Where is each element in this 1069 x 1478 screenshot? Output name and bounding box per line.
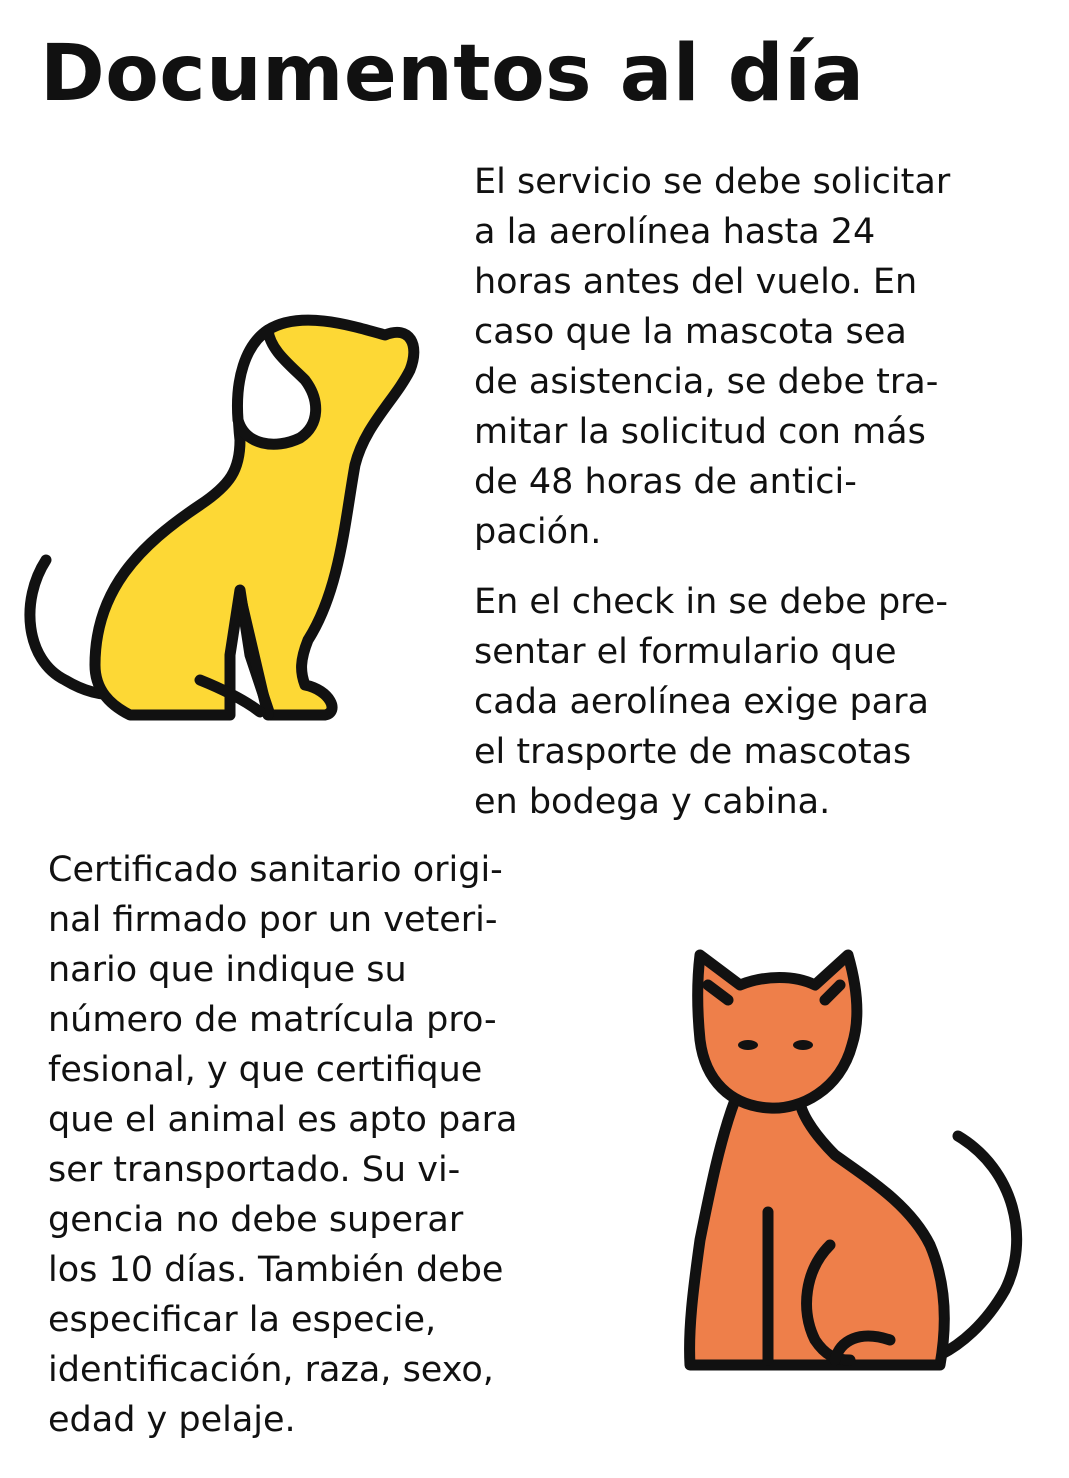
text-line: En el check in se debe pre- bbox=[474, 582, 948, 622]
text-line: que el animal es apto para bbox=[48, 1100, 518, 1140]
text-line: caso que la mascota sea bbox=[474, 312, 907, 352]
text-line: en bodega y cabina. bbox=[474, 782, 831, 822]
cat-tail bbox=[940, 1136, 1017, 1355]
text-line: sentar el formulario que bbox=[474, 632, 897, 672]
text-line: los 10 días. También debe bbox=[48, 1250, 504, 1290]
text-line: gencia no debe superar bbox=[48, 1200, 464, 1240]
text-line: pación. bbox=[474, 512, 602, 552]
text-line: el trasporte de mascotas bbox=[474, 732, 912, 772]
text-line: ser transportado. Su vi- bbox=[48, 1150, 461, 1190]
cat-body bbox=[690, 1100, 945, 1365]
text-line: a la aerolínea hasta 24 bbox=[474, 212, 876, 252]
text-line: El servicio se debe solicitar bbox=[474, 162, 951, 202]
text-line: edad y pelaje. bbox=[48, 1400, 296, 1440]
text-line: fesional, y que certifique bbox=[48, 1050, 483, 1090]
text-line: horas antes del vuelo. En bbox=[474, 262, 918, 302]
cat-head bbox=[698, 955, 857, 1108]
cat-eye-left bbox=[738, 1040, 758, 1050]
text-line: mitar la solicitud con más bbox=[474, 412, 926, 452]
text-line: de asistencia, se debe tra- bbox=[474, 362, 939, 402]
cat-eye-right bbox=[793, 1040, 813, 1050]
text-line: nario que indique su bbox=[48, 950, 407, 990]
text-line: cada aerolínea exige para bbox=[474, 682, 929, 722]
text-line: Certificado sanitario origi- bbox=[48, 850, 503, 890]
text-line: nal firmado por un veteri- bbox=[48, 900, 498, 940]
text-line: de 48 horas de antici- bbox=[474, 462, 857, 502]
text-line: especificar la especie, bbox=[48, 1300, 437, 1340]
text-line: identificación, raza, sexo, bbox=[48, 1350, 494, 1390]
page-title: Documentos al día bbox=[40, 29, 865, 119]
text-line: número de matrícula pro- bbox=[48, 1000, 497, 1040]
